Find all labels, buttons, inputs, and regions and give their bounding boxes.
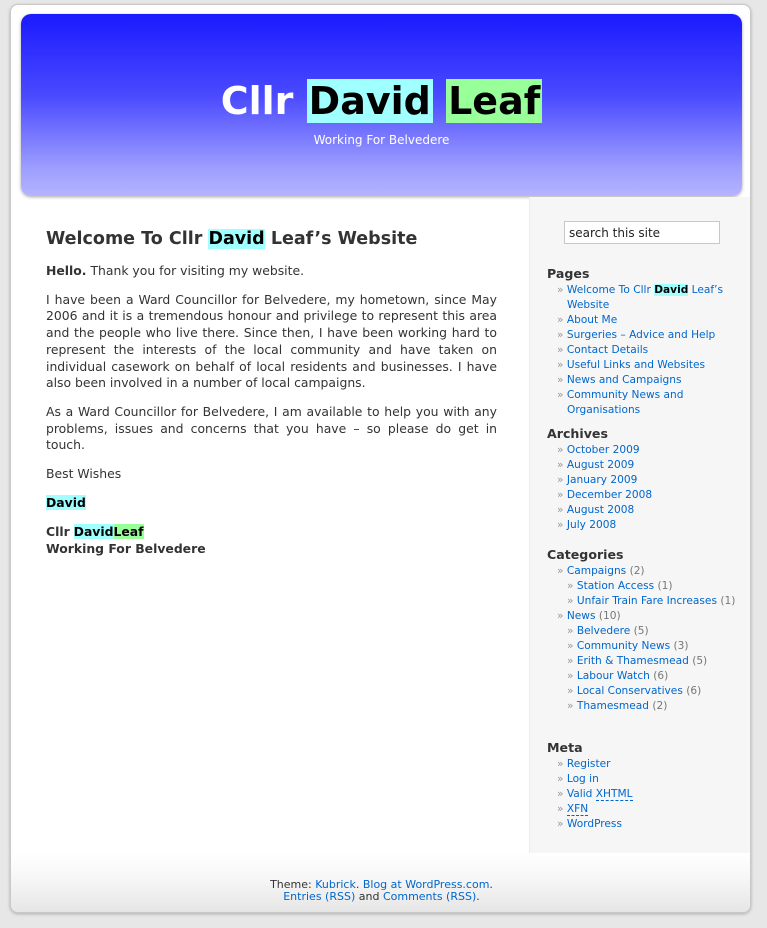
category-item[interactable]	[547, 654, 747, 669]
xhtml-abbr: XHTML	[595, 788, 633, 800]
category-item[interactable]	[547, 624, 747, 639]
category-link[interactable]: Belvedere	[576, 625, 631, 637]
categories-list	[547, 564, 747, 714]
page-item[interactable]	[547, 313, 747, 328]
sig-tagline: Working For Belvedere	[46, 541, 206, 557]
blog-description: Working For Belvedere	[313, 133, 450, 147]
archive-link[interactable]: August 2008	[566, 504, 635, 516]
signature	[46, 495, 497, 512]
category-item[interactable]	[547, 564, 747, 579]
archive-item[interactable]	[547, 458, 747, 473]
archive-link[interactable]: August 2009	[566, 459, 635, 471]
page-link-welcome-suffix: Leaf’s Website	[567, 284, 723, 311]
greeting	[46, 263, 497, 280]
greeting-text: Thank you for visiting my website.	[90, 263, 305, 278]
category-link[interactable]: Erith & Thamesmead	[576, 655, 689, 667]
xfn-link[interactable]: XFN	[566, 803, 589, 815]
category-count: (5)	[633, 625, 649, 637]
category-item[interactable]	[547, 669, 747, 684]
category-count: (1)	[657, 580, 673, 592]
archives-list	[547, 443, 747, 533]
sig-first-name: David	[73, 524, 114, 540]
pages-list	[547, 283, 747, 418]
blog-title[interactable]	[21, 76, 742, 126]
category-count: (5)	[692, 655, 708, 667]
archive-item[interactable]	[547, 518, 747, 533]
post-content	[46, 225, 497, 557]
sig-prefix: Cllr	[46, 524, 70, 540]
footer-separator: .	[355, 878, 360, 891]
meta-item[interactable]	[547, 817, 747, 832]
post-title-prefix: Welcome To Cllr	[46, 229, 203, 249]
footer-separator: .	[489, 878, 493, 891]
blog-title-last-name: Leaf	[448, 79, 541, 123]
signature-name: David	[46, 494, 86, 510]
meta-list	[547, 757, 747, 832]
archive-link[interactable]: December 2008	[566, 489, 653, 501]
page-link[interactable]: Useful Links and Websites	[566, 359, 706, 371]
search-input[interactable]	[564, 221, 720, 244]
pages-heading: Pages	[547, 266, 590, 281]
valid-prefix: Valid	[566, 788, 593, 800]
category-link[interactable]: News	[566, 610, 596, 622]
archive-item[interactable]	[547, 488, 747, 503]
post-title-suffix: Leaf’s Website	[270, 229, 418, 249]
wordpress-link[interactable]: WordPress	[566, 818, 622, 830]
meta-item[interactable]	[547, 772, 747, 787]
register-link[interactable]: Register	[566, 758, 611, 770]
page-item[interactable]	[547, 373, 747, 388]
page-item[interactable]	[547, 343, 747, 358]
page-link-welcome[interactable]	[567, 284, 723, 311]
greeting-bold: Hello.	[46, 263, 87, 278]
category-count: (2)	[652, 700, 668, 712]
category-link[interactable]: Community News	[576, 640, 671, 652]
page-link[interactable]: Community News and Organisations	[566, 389, 684, 416]
categories-heading: Categories	[547, 547, 624, 562]
meta-item[interactable]	[547, 802, 747, 817]
archive-item[interactable]	[547, 473, 747, 488]
footer-and: and	[358, 890, 380, 903]
page-link-welcome-name: David	[654, 284, 689, 296]
post-title[interactable]	[46, 225, 497, 253]
signature-block	[46, 523, 497, 557]
theme-link[interactable]: Kubrick	[315, 878, 356, 891]
meta-section	[547, 739, 747, 832]
footer-end: .	[476, 890, 480, 903]
page-item[interactable]	[547, 328, 747, 343]
category-item[interactable]	[547, 699, 747, 714]
site-header	[21, 14, 742, 196]
category-item[interactable]	[547, 609, 747, 624]
page-link[interactable]: Surgeries – Advice and Help	[566, 329, 716, 341]
category-count: (3)	[673, 640, 689, 652]
category-count: (1)	[720, 595, 736, 607]
meta-heading: Meta	[547, 740, 583, 755]
sig-last-name: Leaf	[113, 524, 144, 540]
meta-item[interactable]	[547, 787, 747, 802]
category-count: (10)	[598, 610, 621, 622]
sidebar	[529, 197, 751, 853]
archive-link[interactable]: July 2008	[566, 519, 617, 531]
category-count: (6)	[653, 670, 669, 682]
archives-section	[547, 425, 747, 533]
category-count: (6)	[686, 685, 702, 697]
sign-off: Best Wishes	[46, 466, 122, 482]
page-container	[10, 4, 751, 913]
page-link-welcome-prefix: Welcome To Cllr	[566, 284, 651, 296]
category-link[interactable]: Thamesmead	[576, 700, 649, 712]
site-footer	[11, 853, 751, 913]
archive-item[interactable]	[547, 443, 747, 458]
valid-xhtml-link[interactable]	[567, 788, 633, 801]
category-link[interactable]: Station Access	[576, 580, 655, 592]
page-item[interactable]	[547, 358, 747, 373]
page-item[interactable]	[547, 283, 747, 313]
page-item[interactable]	[547, 388, 747, 418]
category-link[interactable]: Campaigns	[566, 565, 627, 577]
meta-item[interactable]	[547, 757, 747, 772]
category-item[interactable]	[547, 579, 747, 594]
categories-section	[547, 546, 747, 714]
blog-title-first-name: David	[308, 79, 431, 123]
category-item[interactable]	[547, 639, 747, 654]
post-paragraph-1: I have been a Ward Councillor for Belvedere, my hometown, since May 2006 and it is a tremendous honour and privilege to represent this area and the people who live there. Since then, I have been working hard to represent the interests of the local community and have taken on individual casework on behalf of local residents and businesses. I have also been involved in a number of local campaigns.	[46, 291, 497, 391]
category-link[interactable]: Unfair Train Fare Increases	[576, 595, 717, 607]
blog-at-wordpress-link[interactable]: Blog at WordPress.com	[362, 878, 490, 891]
category-item[interactable]	[547, 594, 747, 609]
entries-rss-link[interactable]: Entries (RSS)	[283, 890, 356, 903]
archive-link[interactable]: October 2009	[566, 444, 640, 456]
post-title-name: David	[208, 229, 265, 249]
archive-item[interactable]	[547, 503, 747, 518]
category-link[interactable]: Local Conservatives	[576, 685, 683, 697]
page-link[interactable]: Contact Details	[566, 344, 649, 356]
category-count: (2)	[629, 565, 645, 577]
page-link[interactable]: About Me	[566, 314, 618, 326]
category-item[interactable]	[547, 684, 747, 699]
footer-line-2	[11, 891, 751, 903]
comments-rss-link[interactable]: Comments (RSS)	[382, 890, 477, 903]
login-link[interactable]: Log in	[566, 773, 599, 785]
category-link[interactable]: Labour Watch	[576, 670, 650, 682]
post-paragraph-2: As a Ward Councillor for Belvedere, I am available to help you with any problems, issues and concerns that you have – so please do get in touch.	[46, 403, 497, 453]
archives-heading: Archives	[547, 426, 608, 441]
page-link[interactable]: News and Campaigns	[566, 374, 682, 386]
blog-title-prefix: Cllr	[220, 79, 294, 123]
pages-section	[547, 265, 747, 418]
footer-theme-label: Theme:	[270, 878, 312, 891]
archive-link[interactable]: January 2009	[566, 474, 638, 486]
